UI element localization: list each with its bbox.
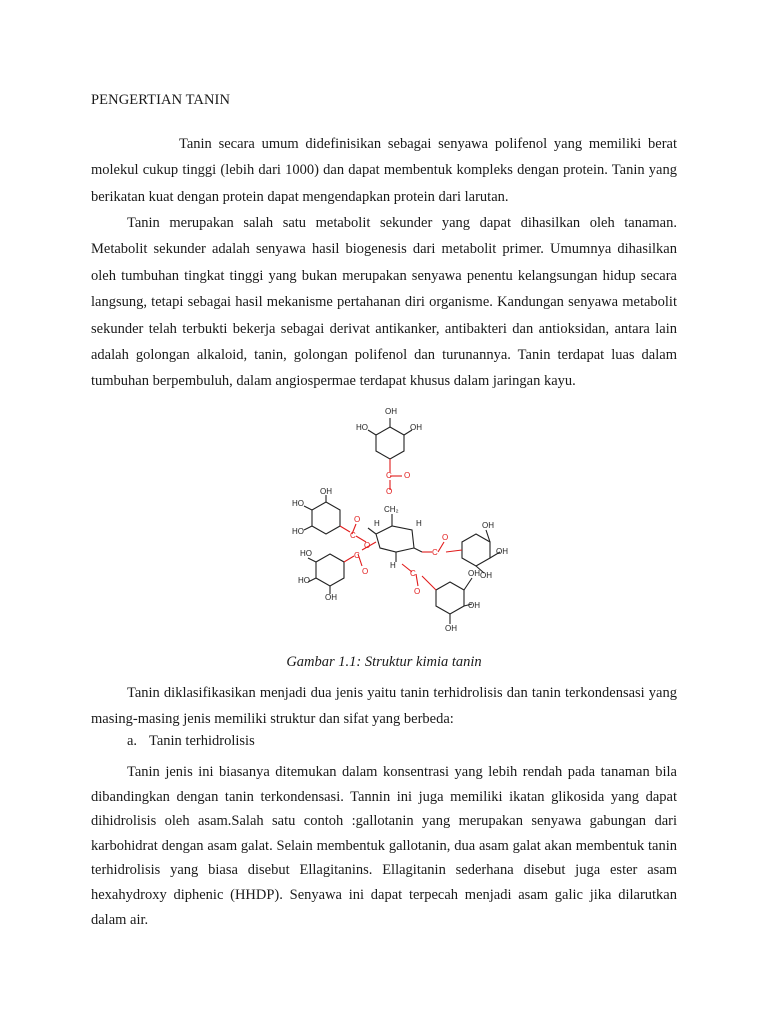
oh-label: OH bbox=[445, 624, 457, 632]
ch2-label: CH₂ bbox=[384, 505, 399, 514]
c-label: C bbox=[410, 569, 416, 578]
c-label: C bbox=[354, 551, 360, 560]
oh-label: OH bbox=[385, 407, 397, 416]
list-label: Tanin terhidrolisis bbox=[149, 733, 255, 749]
oh-label: OH bbox=[320, 487, 332, 496]
paragraph-secondary-metabolite: Tanin merupakan salah satu metabolit sekunder yang dapat dihasilkan oleh tanaman. Metabolit sekunder adalah senyawa hasil biogenesis dari metabolit primer. Umumnya dihasilkan oleh tumbuhan tingkat tinggi yang bukan merupakan senyawa penentu kelangsungan hidup secara langsung, tetapi sebagai hasil mekanisme pertahanan diri organisme. Kandungan senyawa metabolit sekunder telah terbukti bekerja sebagai derivat antikanker, antibakteri dan antioksidan, antara lain adalah golongan alkaloid, tanin, golongan polifenol dan turunannya. Tanin terdapat luas dalam tumbuhan berpembuluh, dalam angiospermae terdapat khusus dalam jaringan kayu. bbox=[91, 215, 677, 390]
o-label: O bbox=[442, 533, 449, 542]
oh-label: OH bbox=[496, 547, 508, 556]
tannin-structure-diagram bbox=[280, 402, 520, 632]
list-marker: a. bbox=[127, 733, 138, 749]
o-label: O bbox=[364, 541, 371, 550]
h-label: H bbox=[374, 519, 380, 528]
paragraph-definition: Tanin secara umum didefinisikan sebagai senyawa polifenol yang memiliki berat molekul cukup tinggi (lebih dari 1000) dan dapat membentuk kompleks dengan protein. Tanin yang berikatan kuat dengan protein dapat mengendapkan protein dari larutan. bbox=[91, 136, 677, 205]
c-label: C bbox=[432, 548, 438, 557]
h-label: H bbox=[390, 561, 396, 570]
ho-label: HO bbox=[298, 576, 310, 585]
oh-label: OH bbox=[325, 593, 337, 602]
o-label: O bbox=[386, 487, 393, 496]
o-label: O bbox=[354, 515, 361, 524]
h-label: H bbox=[416, 519, 422, 528]
o-label: O bbox=[362, 567, 369, 576]
oh-label: OH bbox=[468, 569, 480, 578]
tannin-structure-figure bbox=[280, 402, 520, 632]
ho-label: HO bbox=[292, 499, 304, 508]
paragraph-hydrolyzable-tannin: Tanin jenis ini biasanya ditemukan dalam konsentrasi yang lebih rendah pada tanaman bila dibandingkan dengan tanin terkondensasi. Tannin ini juga memiliki ikatan glikosida yang dapat dihidrolisis oleh asam.Salah satu contoh :gallotanin yang merupakan senyawa gabungan dari karbohidrat dengan asam galat. Selain membentuk gallotanin, dua asam galat akan membentuk tanin terhidrolisis yang biasa disebut Ellagitanins. Ellagitanin sederhana disebut juga ester asam hexahydroxy diphenic (HHDP). Senyawa ini dapat terpecah menjadi asam galic jika dilarutkan dalam air. bbox=[91, 764, 677, 928]
oh-label: OH bbox=[468, 601, 480, 610]
c-label: C bbox=[350, 531, 356, 540]
ho-label: HO bbox=[356, 423, 368, 432]
ho-label: HO bbox=[300, 549, 312, 558]
o-label: O bbox=[414, 587, 421, 596]
ho-label: HO bbox=[292, 527, 304, 536]
paragraph-classification: Tanin diklasifikasikan menjadi dua jenis yaitu tanin terhidrolisis dan tanin terkondensasi yang masing-masing jenis memiliki struktur dan sifat yang berbeda: bbox=[91, 685, 677, 728]
o-label: O bbox=[404, 471, 411, 480]
figure-caption: Gambar 1.1: Struktur kimia tanin bbox=[286, 654, 482, 670]
oh-label: OH bbox=[480, 571, 492, 580]
c-label: C bbox=[386, 471, 392, 480]
list-item-hydrolyzable-tannin bbox=[127, 733, 255, 750]
oh-label: OH bbox=[482, 521, 494, 530]
oh-label: OH bbox=[410, 423, 422, 432]
section-title: PENGERTIAN TANIN bbox=[91, 92, 231, 108]
